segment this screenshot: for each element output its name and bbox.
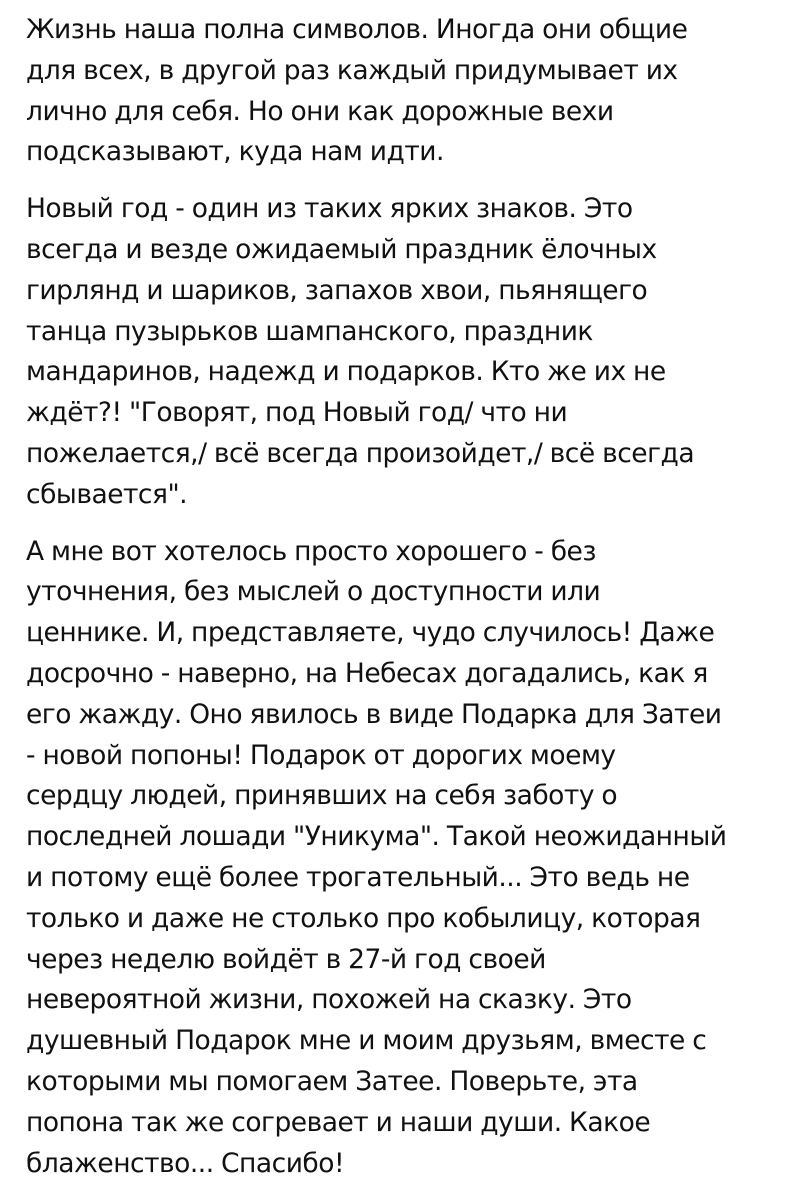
paragraph-symbols: Жизнь наша полна символов. Иногда они общие для всех, в другой раз каждый придумывает их лично для себя. Но они как дорожные вехи подсказывают, куда нам идти. — [26, 14, 688, 168]
paragraph-gift: А мне вот хотелось просто хорошего - без уточнения, без мыслей о доступности или ценнике. И, представляете, чудо случилось! Даже досрочно - наверно, на Небесах догадались, как я его жажду. Оно явилось в виде Подарка для Затеи - новой попоны! Подарок от дорогих моему сердцу людей, принявших на себя заботу о последней лошади "Уникума". Такой неожиданный и потому ещё более трогательный... Это ведь не только и даже не столько про кобылицу, которая через неделю войдёт в 27-й год своей невероятной жизни, похожей на сказку. Это душевный Подарок мне и моим друзьям, вместе с которыми мы помогаем Затее. Поверьте, эта попона так же согревает и наши души. Какое блаженство... Спасибо! — [26, 535, 727, 1179]
post-text — [26, 10, 786, 1184]
paragraph-new-year: Новый год - один из таких ярких знаков. Это всегда и везде ожидаемый праздник ёлочных гирлянд и шариков, запахов хвои, пьянящего танца пузырьков шампанского, праздник мандаринов, надежд и подарков. Кто же их не ждёт?! "Говорят, под Новый год/ что ни пожелается,/ всё всегда произойдет,/ всё всегда сбывается". — [26, 193, 695, 510]
